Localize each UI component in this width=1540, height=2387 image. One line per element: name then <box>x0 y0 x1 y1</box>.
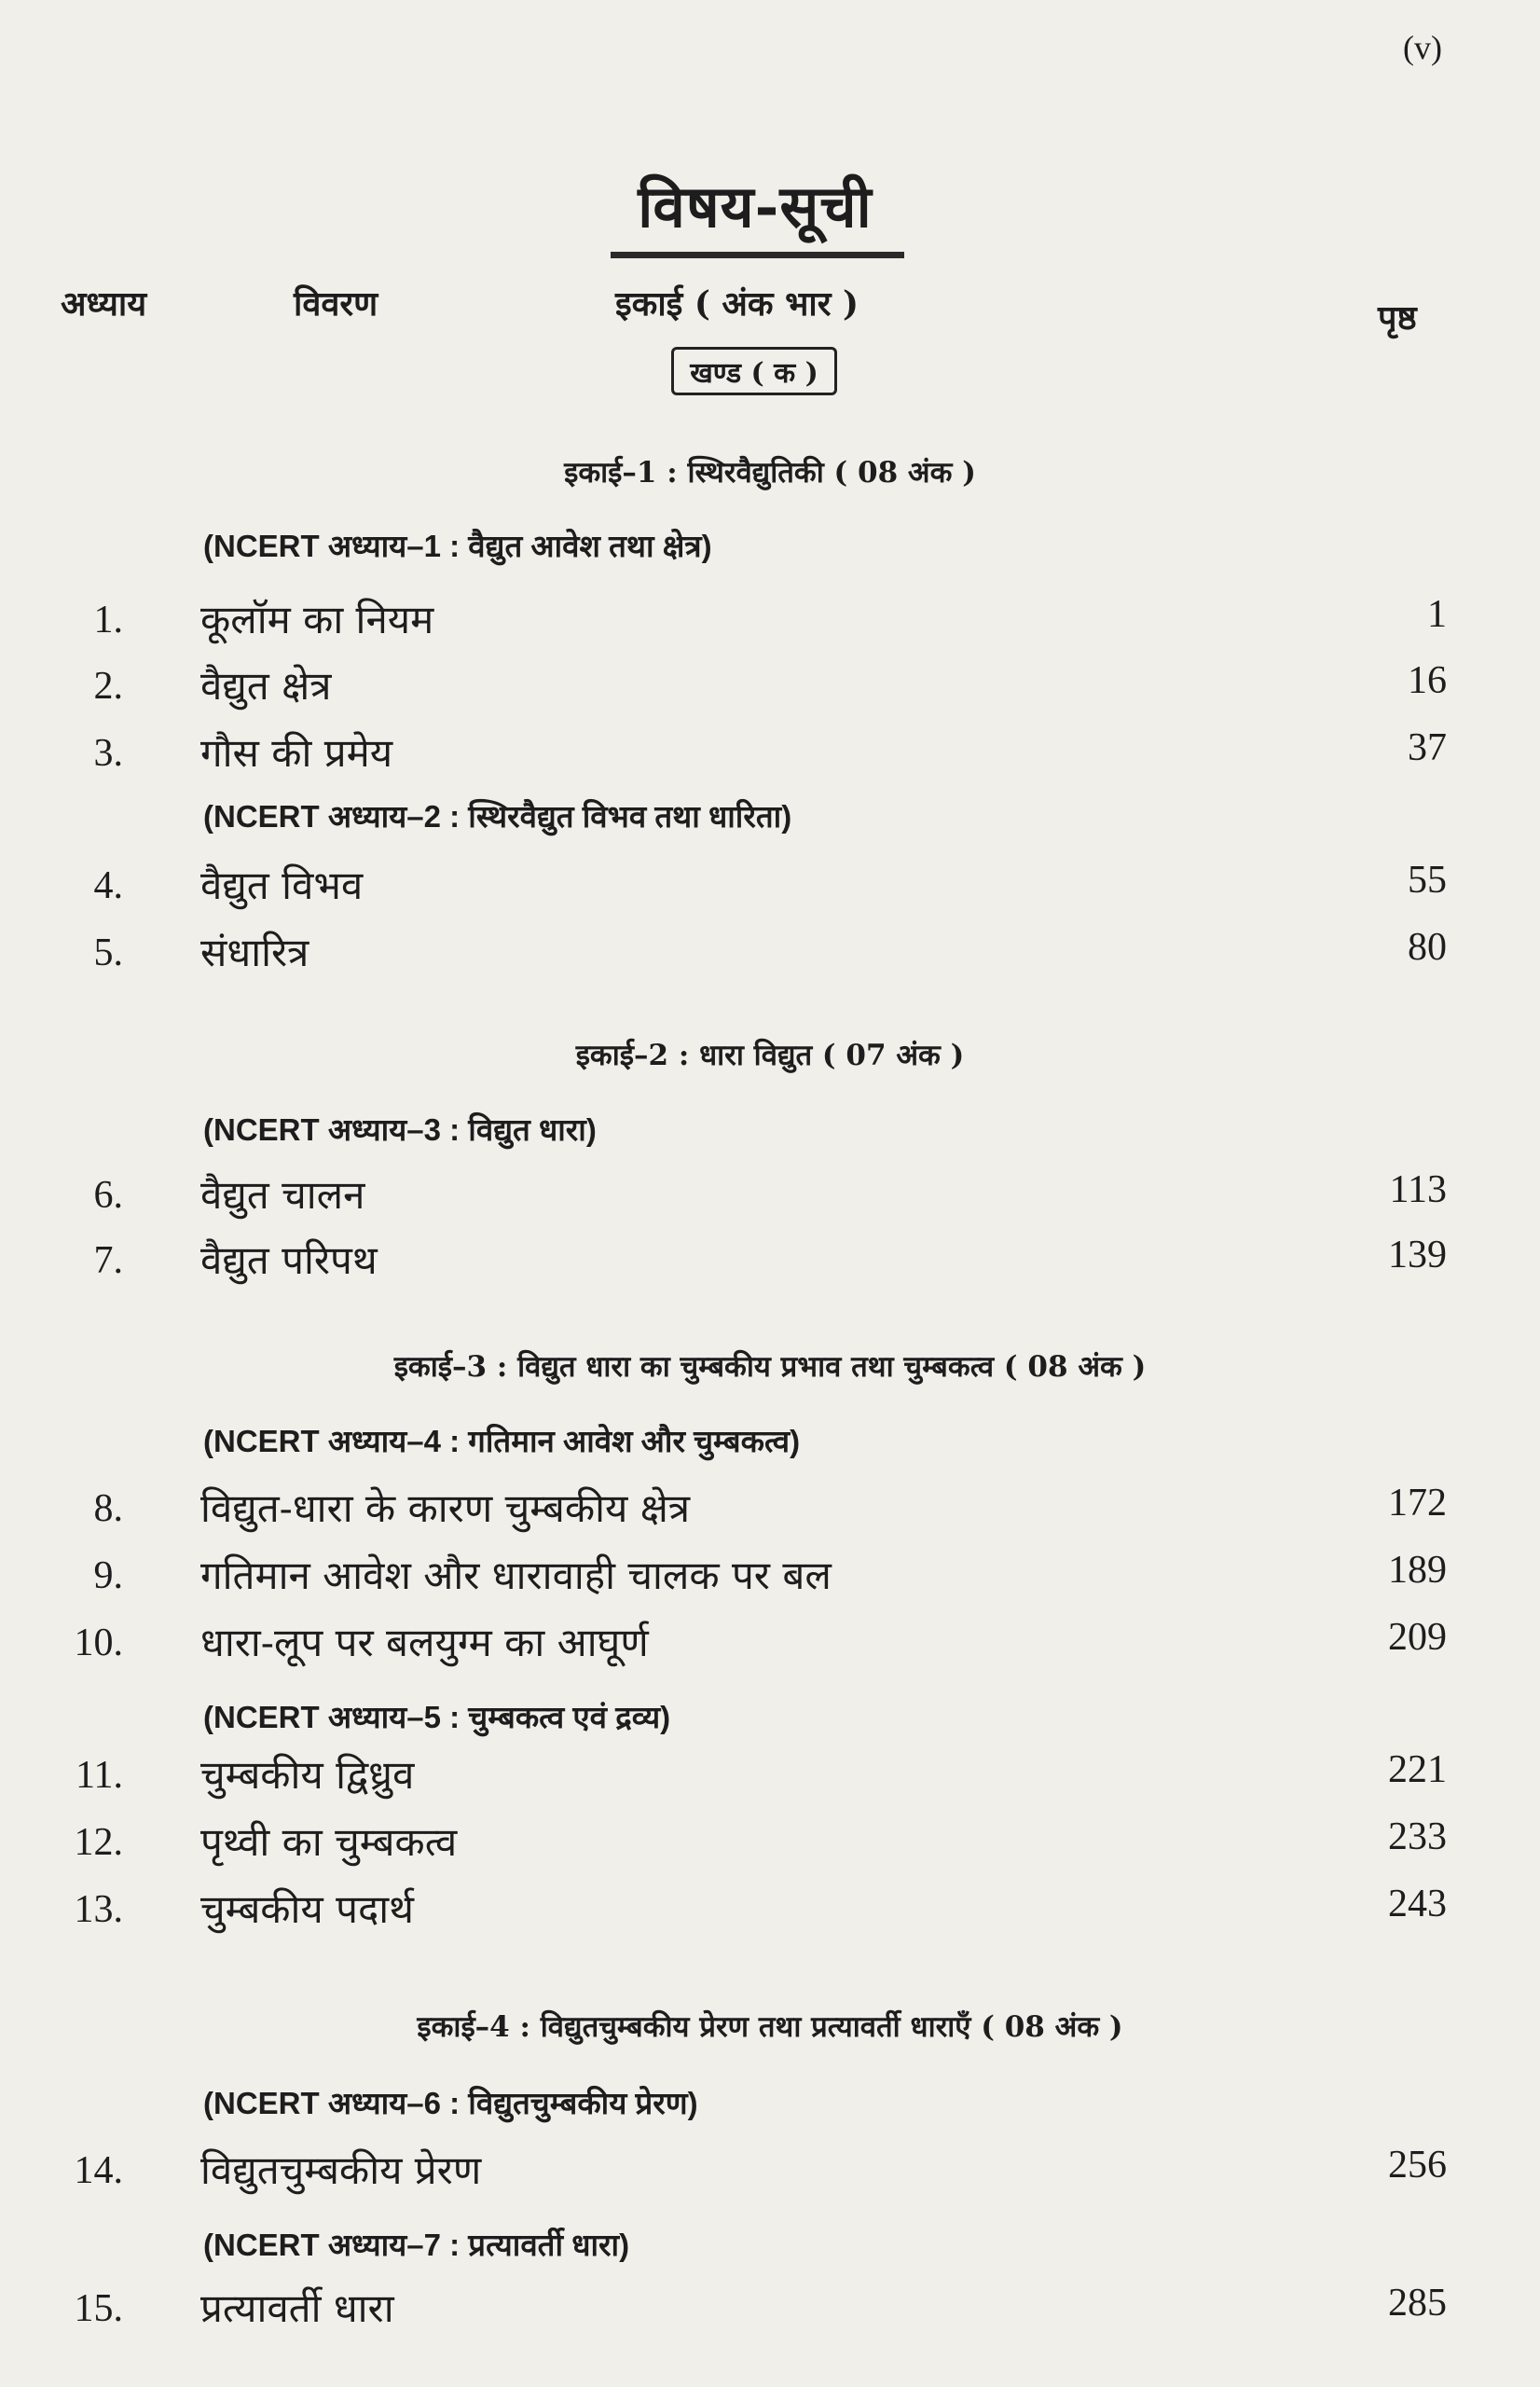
toc-entry <box>0 1882 1540 1938</box>
toc-entry <box>0 1481 1540 1537</box>
header-page: पृष्ठ <box>1378 298 1417 338</box>
entry-title: विद्युतचुम्बकीय प्रेरण <box>200 2147 482 2193</box>
page-number: (v) <box>1403 29 1442 66</box>
entry-title: कूलॉम का नियम <box>200 597 434 642</box>
entry-page: 209 <box>1388 1616 1447 1659</box>
entry-number: 11. <box>76 1754 123 1797</box>
ncert-chapter: (NCERT अध्याय–1 : वैद्युत आवेश तथा क्षेत्र) <box>203 529 712 563</box>
ncert-chapter: (NCERT अध्याय–4 : गतिमान आवेश और चुम्बकत्व) <box>203 1424 801 1458</box>
entry-number: 4. <box>93 864 123 907</box>
entry-number: 6. <box>93 1174 123 1217</box>
entry-number: 3. <box>93 732 123 775</box>
toc-entry <box>0 1615 1540 1671</box>
entry-page: 113 <box>1389 1168 1447 1211</box>
entry-number: 7. <box>93 1239 123 1282</box>
entry-page: 189 <box>1388 1549 1447 1592</box>
entry-title: प्रत्यावर्ती धारा <box>200 2285 394 2331</box>
toc-entry <box>0 925 1540 981</box>
ncert-chapter: (NCERT अध्याय–2 : स्थिरवैद्युत विभव तथा धारिता) <box>203 799 792 834</box>
toc-entry <box>0 658 1540 714</box>
toc-entry <box>0 1233 1540 1289</box>
entry-number: 1. <box>93 599 123 642</box>
header-unit: इकाई ( अंक भार ) <box>615 284 859 324</box>
toc-entry <box>0 2143 1540 2199</box>
entry-page: 221 <box>1388 1748 1447 1791</box>
header-chapter: अध्याय <box>61 284 147 324</box>
entry-number: 8. <box>93 1487 123 1530</box>
entry-page: 285 <box>1388 2282 1447 2325</box>
toc-entry <box>0 725 1540 781</box>
ncert-chapter: (NCERT अध्याय–6 : विद्युतचुम्बकीय प्रेरण) <box>203 2086 698 2120</box>
entry-title: वैद्युत क्षेत्र <box>200 663 332 709</box>
entry-page: 233 <box>1388 1815 1447 1858</box>
entry-number: 2. <box>93 665 123 708</box>
section-badge: खण्ड ( क ) <box>671 347 837 395</box>
entry-title: चुम्बकीय द्विध्रुव <box>200 1752 415 1798</box>
entry-number: 15. <box>74 2287 123 2330</box>
entry-title: संधारित्र <box>200 930 309 975</box>
entry-title: वैद्युत विभव <box>200 862 364 908</box>
entry-page: 16 <box>1408 659 1447 702</box>
entry-page: 139 <box>1388 1234 1447 1276</box>
toc-entry <box>0 1548 1540 1604</box>
entry-number: 14. <box>74 2149 123 2192</box>
entry-page: 243 <box>1388 1883 1447 1925</box>
entry-number: 9. <box>93 1554 123 1597</box>
unit-heading: इकाई–4 : विद्युतचुम्बकीय प्रेरण तथा प्रत्यावर्ती धाराएँ ( 08 अंक ) <box>417 2010 1123 2044</box>
toc-entry <box>0 1814 1540 1870</box>
entry-title: चुम्बकीय पदार्थ <box>200 1886 415 1932</box>
entry-title: वैद्युत परिपथ <box>200 1237 378 1283</box>
entry-number: 5. <box>93 931 123 974</box>
entry-number: 12. <box>74 1821 123 1864</box>
unit-heading: इकाई–1 : स्थिरवैद्युतिकी ( 08 अंक ) <box>564 456 976 490</box>
ncert-chapter: (NCERT अध्याय–7 : प्रत्यावर्ती धारा) <box>203 2228 630 2262</box>
entry-title: धारा-लूप पर बलयुग्म का आघूर्ण <box>200 1620 649 1665</box>
entry-number: 10. <box>74 1621 123 1664</box>
page-title: विषय-सूची <box>638 172 873 241</box>
toc-entry <box>0 2281 1540 2337</box>
toc-entry <box>0 1167 1540 1223</box>
ncert-chapter: (NCERT अध्याय–5 : चुम्बकत्व एवं द्रव्य) <box>203 1700 671 1734</box>
entry-page: 256 <box>1388 2144 1447 2187</box>
entry-number: 13. <box>74 1888 123 1931</box>
ncert-chapter: (NCERT अध्याय–3 : विद्युत धारा) <box>203 1112 597 1147</box>
toc-entry <box>0 592 1540 648</box>
unit-heading: इकाई–3 : विद्युत धारा का चुम्बकीय प्रभाव तथा चुम्बकत्व ( 08 अंक ) <box>393 1350 1147 1384</box>
entry-title: विद्युत-धारा के कारण चुम्बकीय क्षेत्र <box>200 1485 691 1531</box>
entry-page: 1 <box>1427 593 1447 636</box>
entry-page: 37 <box>1408 726 1447 769</box>
entry-title: वैद्युत चालन <box>200 1172 365 1218</box>
entry-title: पृथ्वी का चुम्बकत्व <box>200 1819 458 1865</box>
entry-title: गौस की प्रमेय <box>200 730 393 776</box>
entry-title: गतिमान आवेश और धारावाही चालक पर बल <box>200 1552 832 1598</box>
title-underline <box>611 252 904 258</box>
entry-page: 55 <box>1408 859 1447 902</box>
toc-entry <box>0 858 1540 914</box>
toc-entry <box>0 1747 1540 1803</box>
entry-page: 80 <box>1408 926 1447 969</box>
header-description: विवरण <box>294 284 378 324</box>
unit-heading: इकाई–2 : धारा विद्युत ( 07 अंक ) <box>575 1039 965 1072</box>
entry-page: 172 <box>1388 1482 1447 1525</box>
